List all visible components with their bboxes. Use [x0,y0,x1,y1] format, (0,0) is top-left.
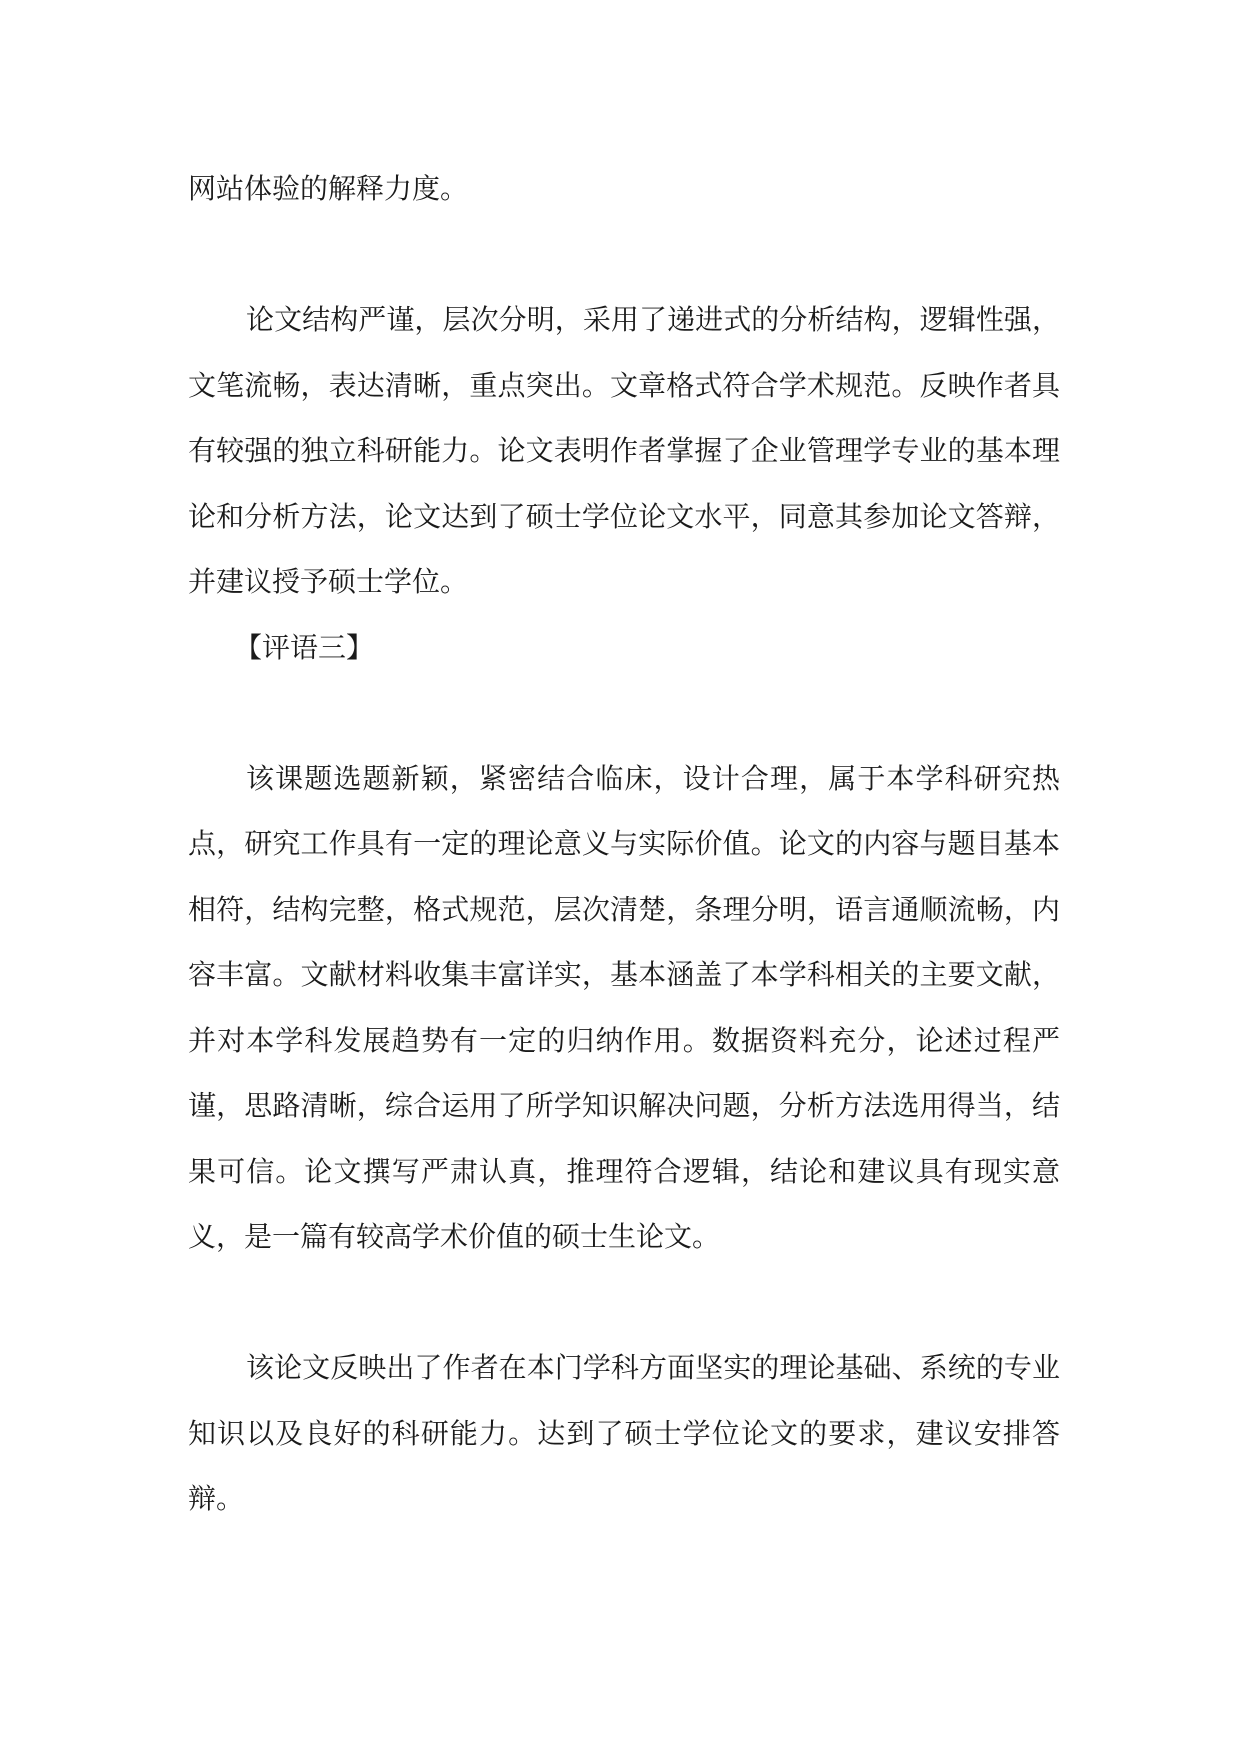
paragraph-continuation: 网站体验的解释力度。 [188,172,469,205]
paragraph-review-three: 该课题选题新颖，紧密结合临床，设计合理，属于本学科研究热点，研究工作具有一定的理论意义与实际价值。论文的内容与题目基本相符，结构完整，格式规范，层次清楚，条理分明，语言通顺流畅，内容丰富。文献材料收集丰富详实，基本涵盖了本学科相关的主要文献，并对本学科发展趋势有一定的归纳作用。数据资料充分，论述过程严谨，思路清晰，综合运用了所学知识解决问题，分析方法选用得当，结果可信。论文撰写严肃认真，推理符合逻辑，结论和建议具有现实意义，是一篇有较高学术价值的硕士生论文。 [188,761,1060,1253]
paragraph-conclusion: 该论文反映出了作者在本门学科方面坚实的理论基础、系统的专业知识以及良好的科研能力。达到了硕士学位论文的要求，建议安排答辩。 [188,1351,1060,1515]
section-heading-review-three: 【评语三】 [234,630,375,664]
paragraph-review-two: 论文结构严谨，层次分明，采用了递进式的分析结构，逻辑性强，文笔流畅，表达清晰，重点突出。文章格式符合学术规范。反映作者具有较强的独立科研能力。论文表明作者掌握了企业管理学专业的基本理论和分析方法，论文达到了硕士学位论文水平，同意其参加论文答辩，并建议授予硕士学位。 [188,303,1060,598]
document-body [188,156,1060,1532]
